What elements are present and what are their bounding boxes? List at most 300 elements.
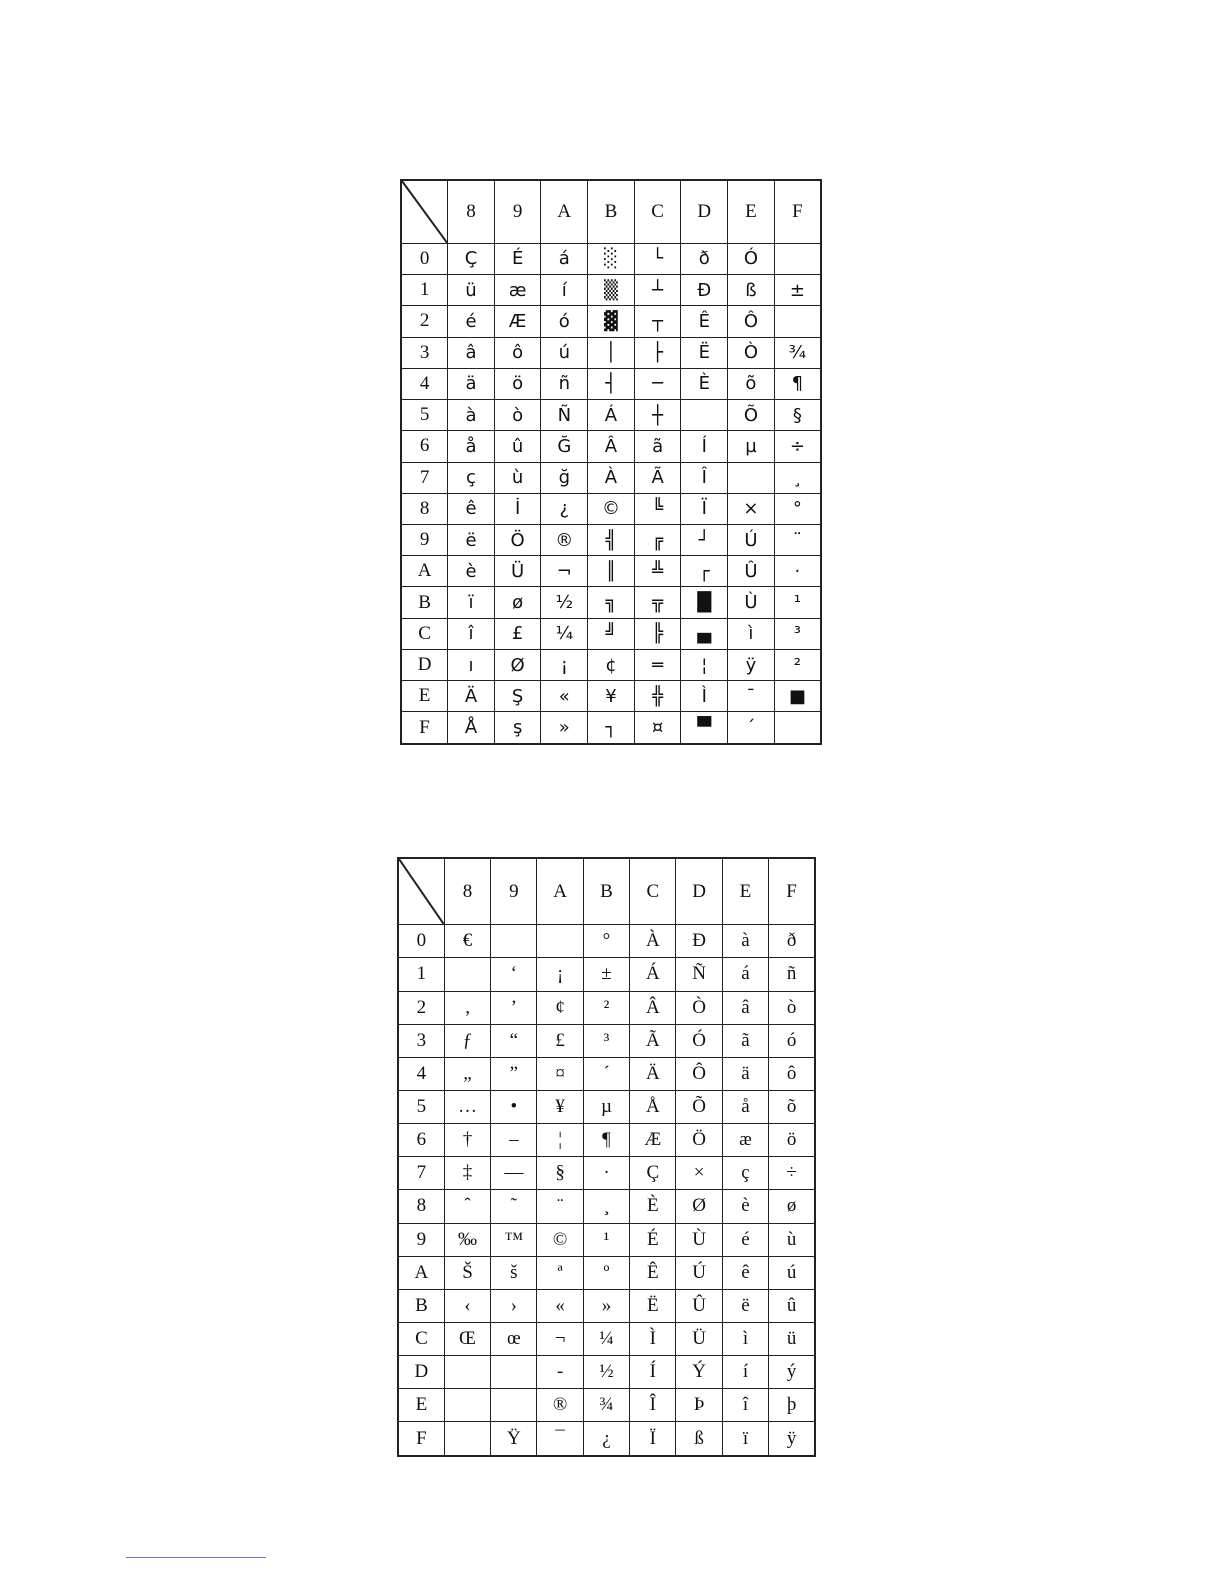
character-cell: ÷ <box>769 1157 815 1190</box>
character-cell: ╣ <box>588 524 635 555</box>
table-row <box>401 524 821 555</box>
character-cell: ¸ <box>774 462 821 493</box>
character-cell: ▀ <box>681 712 728 744</box>
character-cell: ° <box>583 925 629 958</box>
character-cell: â <box>722 991 768 1024</box>
character-cell: └ <box>634 243 681 274</box>
character-cell: Á <box>630 958 676 991</box>
table-row <box>398 1057 815 1090</box>
character-cell: ï <box>722 1422 768 1456</box>
character-cell: Ã <box>634 462 681 493</box>
table-row <box>401 618 821 649</box>
character-cell: õ <box>728 368 775 399</box>
character-cell: ð <box>769 925 815 958</box>
column-header: 9 <box>494 180 541 243</box>
character-cell: Ê <box>630 1256 676 1289</box>
character-cell: Ø <box>676 1190 722 1223</box>
table-row <box>401 400 821 431</box>
character-cell: — <box>491 1157 537 1190</box>
character-cell: » <box>583 1289 629 1322</box>
character-cell: † <box>444 1124 490 1157</box>
character-cell: § <box>537 1157 583 1190</box>
row-header: 7 <box>401 462 448 493</box>
character-cell: é <box>722 1223 768 1256</box>
character-cell: ´ <box>728 712 775 744</box>
character-cell: ý <box>769 1356 815 1389</box>
character-cell: ¦ <box>681 649 728 680</box>
character-cell: â <box>448 337 495 368</box>
character-cell: Ý <box>676 1356 722 1389</box>
row-header: 6 <box>401 431 448 462</box>
character-cell: ¶ <box>774 368 821 399</box>
table-row <box>398 1256 815 1289</box>
character-cell: ó <box>541 306 588 337</box>
character-cell: × <box>728 493 775 524</box>
character-cell: ½ <box>541 587 588 618</box>
character-cell: ™ <box>491 1223 537 1256</box>
character-cell: Â <box>630 991 676 1024</box>
row-header: 0 <box>398 925 444 958</box>
character-cell: µ <box>728 431 775 462</box>
character-cell: ‘ <box>491 958 537 991</box>
character-cell: ¾ <box>774 337 821 368</box>
character-cell: Ü <box>676 1322 722 1355</box>
row-header: F <box>398 1422 444 1456</box>
character-cell: Í <box>681 431 728 462</box>
character-cell: ÿ <box>769 1422 815 1456</box>
character-cell: ╠ <box>634 618 681 649</box>
character-cell: Ð <box>676 925 722 958</box>
character-cell: Æ <box>630 1124 676 1157</box>
character-cell: á <box>541 243 588 274</box>
table-row <box>398 1157 815 1190</box>
character-cell: Ç <box>448 243 495 274</box>
corner-diagonal-cell <box>398 858 444 925</box>
column-header: C <box>630 858 676 925</box>
character-cell <box>774 243 821 274</box>
table-row <box>401 306 821 337</box>
character-cell <box>537 925 583 958</box>
character-cell: ▒ <box>588 275 635 306</box>
character-cell: ß <box>728 275 775 306</box>
character-cell: Ä <box>448 681 495 712</box>
character-cell: Æ <box>494 306 541 337</box>
column-header: B <box>583 858 629 925</box>
character-cell: ╦ <box>634 587 681 618</box>
character-cell: ÿ <box>728 649 775 680</box>
character-cell: É <box>630 1223 676 1256</box>
character-cell: ¹ <box>774 587 821 618</box>
character-cell: ¼ <box>583 1322 629 1355</box>
character-cell: š <box>491 1256 537 1289</box>
character-cell: Â <box>588 431 635 462</box>
character-cell <box>681 400 728 431</box>
character-cell: ┤ <box>588 368 635 399</box>
row-header: B <box>398 1289 444 1322</box>
row-header: 1 <box>398 958 444 991</box>
character-cell: « <box>541 681 588 712</box>
character-cell: ñ <box>541 368 588 399</box>
character-cell: ┼ <box>634 400 681 431</box>
character-cell: ª <box>537 1256 583 1289</box>
character-cell: û <box>494 431 541 462</box>
character-cell: ê <box>448 493 495 524</box>
table-row <box>401 649 821 680</box>
table-row <box>401 712 821 744</box>
table-row <box>398 1223 815 1256</box>
character-cell: ø <box>494 587 541 618</box>
character-cell: ‡ <box>444 1157 490 1190</box>
character-cell: » <box>541 712 588 744</box>
character-cell: À <box>588 462 635 493</box>
table-row <box>401 368 821 399</box>
character-cell: ã <box>722 1024 768 1057</box>
character-cell: œ <box>491 1322 537 1355</box>
character-cell: ┬ <box>634 306 681 337</box>
table-row <box>398 925 815 958</box>
table-row <box>398 958 815 991</box>
code-page-table-1 <box>400 179 822 745</box>
character-cell: ‰ <box>444 1223 490 1256</box>
column-header: D <box>681 180 728 243</box>
row-header: A <box>401 556 448 587</box>
character-cell: Û <box>676 1289 722 1322</box>
character-cell: ³ <box>774 618 821 649</box>
row-header: C <box>401 618 448 649</box>
character-cell: Š <box>444 1256 490 1289</box>
character-cell: ò <box>494 400 541 431</box>
character-cell: ö <box>769 1124 815 1157</box>
table-row <box>398 1024 815 1057</box>
column-header: D <box>676 858 722 925</box>
character-cell: ¬ <box>537 1322 583 1355</box>
character-cell: å <box>448 431 495 462</box>
column-header: A <box>537 858 583 925</box>
character-cell: Ù <box>676 1223 722 1256</box>
row-header: C <box>398 1322 444 1355</box>
character-cell: · <box>774 556 821 587</box>
character-cell: õ <box>769 1090 815 1123</box>
character-cell <box>491 1356 537 1389</box>
character-cell: ƒ <box>444 1024 490 1057</box>
character-cell: ¢ <box>537 991 583 1024</box>
character-cell: ° <box>774 493 821 524</box>
character-cell: ñ <box>769 958 815 991</box>
character-cell: ¯ <box>537 1422 583 1456</box>
character-cell: ü <box>448 275 495 306</box>
character-cell: ■ <box>774 681 821 712</box>
row-header: 9 <box>401 524 448 555</box>
character-cell <box>444 958 490 991</box>
character-cell: Á <box>588 400 635 431</box>
character-cell: Å <box>448 712 495 744</box>
character-cell: ¤ <box>634 712 681 744</box>
character-cell: ¾ <box>583 1389 629 1422</box>
row-header: 0 <box>401 243 448 274</box>
character-cell: │ <box>588 337 635 368</box>
character-cell: è <box>448 556 495 587</box>
character-cell: ® <box>541 524 588 555</box>
character-cell: ¼ <box>541 618 588 649</box>
character-cell: Ğ <box>541 431 588 462</box>
character-cell <box>444 1356 490 1389</box>
character-cell: ì <box>722 1322 768 1355</box>
character-cell: ± <box>583 958 629 991</box>
character-cell: µ <box>583 1090 629 1123</box>
character-cell: ├ <box>634 337 681 368</box>
character-cell: í <box>722 1356 768 1389</box>
character-cell: Í <box>630 1356 676 1389</box>
row-header: 9 <box>398 1223 444 1256</box>
character-cell: ¸ <box>583 1190 629 1223</box>
character-cell: ¨ <box>774 524 821 555</box>
character-cell: € <box>444 925 490 958</box>
character-cell: ¹ <box>583 1223 629 1256</box>
character-cell: À <box>630 925 676 958</box>
character-cell: § <box>774 400 821 431</box>
character-cell: ¦ <box>537 1124 583 1157</box>
character-cell: Õ <box>728 400 775 431</box>
character-cell: ô <box>769 1057 815 1090</box>
character-cell: ö <box>494 368 541 399</box>
row-header: D <box>398 1356 444 1389</box>
character-cell: Þ <box>676 1389 722 1422</box>
character-cell: ¶ <box>583 1124 629 1157</box>
character-cell: Î <box>630 1389 676 1422</box>
character-cell: « <box>537 1289 583 1322</box>
character-cell: Ì <box>630 1322 676 1355</box>
character-cell: • <box>491 1090 537 1123</box>
character-cell: ¬ <box>541 556 588 587</box>
character-cell: ì <box>728 618 775 649</box>
character-cell: © <box>588 493 635 524</box>
character-cell: ð <box>681 243 728 274</box>
character-cell: ä <box>722 1057 768 1090</box>
character-cell: ä <box>448 368 495 399</box>
code-page-table-2 <box>397 857 816 1457</box>
character-cell: ç <box>448 462 495 493</box>
character-cell: ù <box>494 462 541 493</box>
character-cell: å <box>722 1090 768 1123</box>
table-row <box>401 681 821 712</box>
table-row <box>401 337 821 368</box>
character-cell: ¤ <box>537 1057 583 1090</box>
character-cell: ┌ <box>681 556 728 587</box>
column-header: F <box>774 180 821 243</box>
table-row <box>398 1322 815 1355</box>
table-row <box>398 1190 815 1223</box>
character-cell: Œ <box>444 1322 490 1355</box>
character-cell: È <box>681 368 728 399</box>
row-header: 2 <box>401 306 448 337</box>
column-header: A <box>541 180 588 243</box>
row-header: 2 <box>398 991 444 1024</box>
row-header: 5 <box>401 400 448 431</box>
character-cell: Ô <box>676 1057 722 1090</box>
character-cell <box>491 925 537 958</box>
character-cell: É <box>494 243 541 274</box>
character-cell: ¿ <box>583 1422 629 1456</box>
character-cell: ’ <box>491 991 537 1024</box>
character-cell: „ <box>444 1057 490 1090</box>
character-cell: ø <box>769 1190 815 1223</box>
character-cell: … <box>444 1090 490 1123</box>
character-cell: Ã <box>630 1024 676 1057</box>
character-cell: ê <box>722 1256 768 1289</box>
column-header: E <box>728 180 775 243</box>
character-cell: ³ <box>583 1024 629 1057</box>
column-header: 9 <box>491 858 537 925</box>
table-row <box>401 556 821 587</box>
character-cell: ± <box>774 275 821 306</box>
character-cell: ░ <box>588 243 635 274</box>
corner-diagonal-cell <box>401 180 448 243</box>
character-cell: ╝ <box>588 618 635 649</box>
character-cell: ╔ <box>634 524 681 555</box>
character-cell: × <box>676 1157 722 1190</box>
character-cell: ú <box>541 337 588 368</box>
row-header: 5 <box>398 1090 444 1123</box>
character-cell: ü <box>769 1322 815 1355</box>
character-cell: Ÿ <box>491 1422 537 1456</box>
character-cell: İ <box>494 493 541 524</box>
character-cell: Å <box>630 1090 676 1123</box>
footnote-separator <box>126 1557 266 1558</box>
table-row <box>401 493 821 524</box>
character-cell: Ò <box>676 991 722 1024</box>
character-cell: ╩ <box>634 556 681 587</box>
row-header: 3 <box>401 337 448 368</box>
table-row <box>398 1356 815 1389</box>
character-cell: ß <box>676 1422 722 1456</box>
character-cell: Ö <box>494 524 541 555</box>
character-cell: ¯ <box>728 681 775 712</box>
header-row <box>398 858 815 925</box>
header-row <box>401 180 821 243</box>
column-header: E <box>722 858 768 925</box>
character-cell: è <box>722 1190 768 1223</box>
character-cell: ¥ <box>588 681 635 712</box>
row-header: 7 <box>398 1157 444 1190</box>
table-row <box>401 587 821 618</box>
character-cell: Ï <box>630 1422 676 1456</box>
character-cell: ï <box>448 587 495 618</box>
character-cell: Ö <box>676 1124 722 1157</box>
character-cell: û <box>769 1289 815 1322</box>
character-cell <box>444 1389 490 1422</box>
table-row <box>401 431 821 462</box>
character-cell <box>774 712 821 744</box>
character-cell: à <box>722 925 768 958</box>
character-cell: Ú <box>728 524 775 555</box>
character-cell: £ <box>494 618 541 649</box>
character-cell: ╬ <box>634 681 681 712</box>
character-cell: Û <box>728 556 775 587</box>
character-cell: ─ <box>634 368 681 399</box>
character-cell: ô <box>494 337 541 368</box>
column-header: C <box>634 180 681 243</box>
character-cell: Ñ <box>676 958 722 991</box>
character-cell: ² <box>774 649 821 680</box>
character-cell: Ê <box>681 306 728 337</box>
table-row <box>401 462 821 493</box>
character-cell: ® <box>537 1389 583 1422</box>
character-cell: ú <box>769 1256 815 1289</box>
character-cell: Ò <box>728 337 775 368</box>
character-cell: ¡ <box>537 958 583 991</box>
character-cell: Ü <box>494 556 541 587</box>
character-cell: Ú <box>676 1256 722 1289</box>
column-header: B <box>588 180 635 243</box>
character-cell: ▓ <box>588 306 635 337</box>
character-cell: à <box>448 400 495 431</box>
character-cell: Ï <box>681 493 728 524</box>
table-row <box>398 1289 815 1322</box>
character-cell: ═ <box>634 649 681 680</box>
character-cell: ½ <box>583 1356 629 1389</box>
character-cell: ´ <box>583 1057 629 1090</box>
row-header: 6 <box>398 1124 444 1157</box>
character-cell: ” <box>491 1057 537 1090</box>
table-row <box>398 1389 815 1422</box>
character-cell: ┘ <box>681 524 728 555</box>
character-cell <box>491 1389 537 1422</box>
character-cell: Ä <box>630 1057 676 1090</box>
character-cell: - <box>537 1356 583 1389</box>
character-cell: Ù <box>728 587 775 618</box>
character-cell: í <box>541 275 588 306</box>
row-header: 1 <box>401 275 448 306</box>
character-cell: Õ <box>676 1090 722 1123</box>
row-header: 8 <box>401 493 448 524</box>
character-cell <box>774 306 821 337</box>
character-cell: █ <box>681 587 728 618</box>
column-header: 8 <box>444 858 490 925</box>
character-cell: ş <box>494 712 541 744</box>
character-cell: £ <box>537 1024 583 1057</box>
character-cell: ║ <box>588 556 635 587</box>
row-header: D <box>401 649 448 680</box>
character-cell: Ë <box>681 337 728 368</box>
character-cell: Ô <box>728 306 775 337</box>
character-cell: ² <box>583 991 629 1024</box>
character-cell: Ç <box>630 1157 676 1190</box>
character-cell: ë <box>448 524 495 555</box>
character-cell: Ë <box>630 1289 676 1322</box>
character-cell: ë <box>722 1289 768 1322</box>
character-cell: Ñ <box>541 400 588 431</box>
character-cell: Î <box>681 462 728 493</box>
character-cell: ┐ <box>588 712 635 744</box>
character-cell: ¢ <box>588 649 635 680</box>
character-cell: Ó <box>728 243 775 274</box>
character-cell: ã <box>634 431 681 462</box>
character-cell: ò <box>769 991 815 1024</box>
table-row <box>398 1422 815 1456</box>
row-header: 8 <box>398 1190 444 1223</box>
row-header: 4 <box>401 368 448 399</box>
character-cell: ˆ <box>444 1190 490 1223</box>
character-cell: ù <box>769 1223 815 1256</box>
character-cell: È <box>630 1190 676 1223</box>
row-header: A <box>398 1256 444 1289</box>
character-cell: ¥ <box>537 1090 583 1123</box>
character-cell: Ó <box>676 1024 722 1057</box>
character-cell <box>728 462 775 493</box>
character-cell: Ì <box>681 681 728 712</box>
character-cell: ‚ <box>444 991 490 1024</box>
row-header: 4 <box>398 1057 444 1090</box>
